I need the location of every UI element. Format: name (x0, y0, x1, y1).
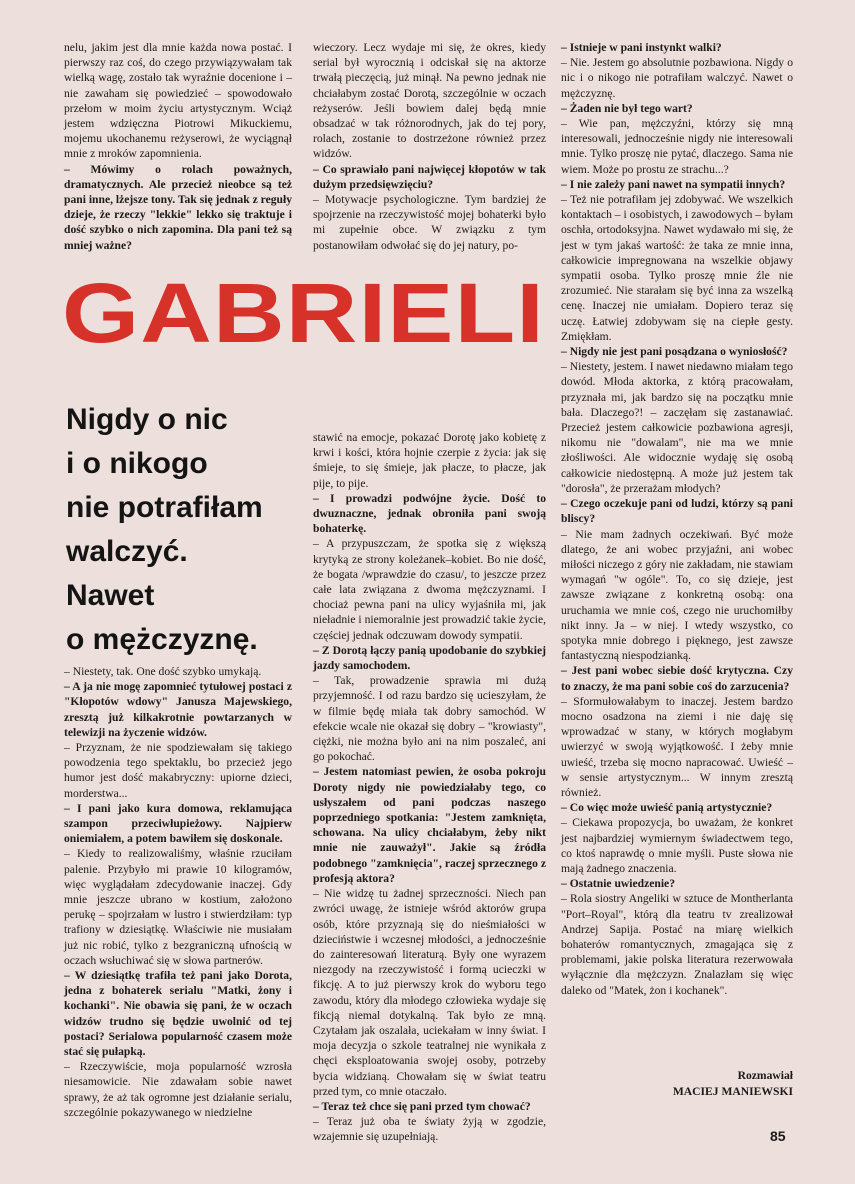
interview-question: – Żaden nie był tego wart? (561, 101, 693, 115)
interview-question: – I nie zależy pani nawet na sympatii innych? (561, 177, 786, 191)
interview-question: – I prowadzi podwójne życie. Dość to dwuznaczne, jednak obroniła pani swoją bohaterkę. (313, 491, 546, 536)
signoff-label: Rozmawiał (737, 1069, 793, 1082)
interview-paragraph: – Nie. Jestem go absolutnie pozbawiona. Nigdy o nic i o nikogo nie potrafiłam walczyć. Nawet o mężczyznę. (561, 56, 793, 100)
interview-paragraph: – Sformułowałabym to inaczej. Jestem bardzo mocno osadzona na ziemi i nie daję się wprowadzać w stany, w których mogłabym uwierzyć w swoją wyjątkowość. I żeby mnie uwieść, trzeba się mocno napracować. Uwieść – w sensie artystycznym... W innym zresztą również. (561, 694, 793, 799)
interview-paragraph: – A przypuszczam, że spotka się z większą krytyką ze strony koleżanek–kobiet. Bo nie dość, że bogata /wprawdzie do czasu/, to jeszcze przez całe lata związana z dwoma mężczyznami. I chociaż pewna pani na ulicy wyjaśniła mi, jak nieładnie i niemoralnie jest prowadzić takie życie, częściej jednak odczuwam dowody sympatii. (313, 537, 546, 642)
interview-question: – Z Dorotą łączy panią upodobanie do szybkiej jazdy samochodem. (313, 643, 546, 673)
interview-paragraph: – Ciekawa propozycja, bo uważam, że konkret jest najbardziej wymiernym świadectwem tego, co ktoś naprawdę o mnie myśli. Puste słowa nie mają żadnego znaczenia. (561, 816, 793, 875)
interview-question: – I pani jako kura domowa, reklamująca szampon przeciwłupieżowy. Najpierw oniemiałem, a potem bawiłem się doskonale. (64, 801, 292, 846)
interview-question: – Co sprawiało pani najwięcej kłopotów w tak dużym przedsięwzięciu? (313, 162, 546, 191)
interview-question: – Co więc może uwieść panią artystycznie? (561, 801, 773, 815)
pull-quote-line: i o nikogo (66, 447, 208, 480)
interview-paragraph: – Rzeczywiście, moja popularność wzrosła niesamowicie. Nie zdawałam sobie nawet sprawy, że aż tak ogromne jest działanie serialu, szczególnie pokazywanego w niedzielne (64, 1060, 292, 1119)
interview-paragraph: – Rola siostry Angeliki w sztuce de Montherlanta "Port–Royal", którą dla teatru tv zrealizował Andrzej Sapija. Postać na miarę wielkich bohaterów romantycznych, zmagająca się z problemami, jakie polska literatura rezerwowała wyłącznie dla mężczyzn. Znalazłam się więc daleko od "Matek, żon i kochanek". (561, 892, 793, 997)
pull-quote-line: o mężczyznę. (66, 623, 258, 656)
interview-paragraph: – Niestety, tak. One dość szybko umykają. (64, 665, 262, 678)
interview-paragraph: – Teraz już oba te światy żyją w zgodzie, wzajemnie się uzupełniają. (313, 1115, 546, 1144)
interview-paragraph: – Też nie potrafiłam jej zdobywać. We wszelkich kontaktach – i osobistych, i zawodowych – byłam oschła, ortodoksyjna. Nawet wydawało mi się, że jest w tym jakaś wartość: że taka ze mnie inna, całkowicie impregnowana na wszelkie objawy sympatii osoba. Tylko proszę mnie źle nie zrozumieć. Nie starałam się być inna za wszelką cenę. Inaczej nie umiałam. Dopiero teraz się uczę. Łatwiej zdobywam się na ciepłe gesty. Zmiękłam. (561, 193, 793, 343)
column-3 (561, 40, 793, 998)
interview-paragraph: stawić na emocje, pokazać Dorotę jako kobietę z krwi i kości, która hojnie czerpie z życia: jak się śmieje, to się śmieje, jak płacze, to płacze, jak pije, to pije. (313, 431, 546, 490)
interview-question: – W dziesiątkę trafiła też pani jako Dorota, jedna z bohaterek serialu "Matki, żony i kochanki". Nie obawia się pani, że w oczach widzów trudno się będzie uwolnić od tej postaci? Serialowa popularność czasem może stać się pułapką. (64, 969, 292, 1059)
interview-question: – Jestem natomiast pewien, że osoba pokroju Doroty nigdy nie powiedziałaby tego, co usłyszałem od pani podczas naszego poprzedniego spotkania: "Jestem zamknięta, schowana. Na ulicy chciałabym, żeby nikt mnie nie zauważył". Jakie są źródła podobnego "zamknięcia", raczej sprzecznego z profesją aktora? (313, 765, 546, 885)
interview-question: – Ostatnie uwiedzenie? (561, 877, 675, 891)
pull-quote-line: Nigdy o nic (66, 403, 228, 436)
pull-quote-line: walczyć. (66, 535, 188, 568)
interview-paragraph: – Kiedy to realizowaliśmy, właśnie rzuciłam palenie. Przybyło mi prawie 10 kilogramów, więc wyglądałam zdecydowanie inaczej. Gdy mnie jeszcze ubrano w kostium, założono perukę – spojrzałam w lustro i stwierdziłam: typ trafiony w dziesiątkę. Właściwie nie musiałam już nic robić, tylko z bezgraniczną ufnością w oczach wsłuchiwać się w słowa partnerów. (64, 847, 292, 967)
column-2-bottom (313, 430, 546, 1145)
interview-question: – Mówimy o rolach poważnych, dramatycznych. Ale przecież nieobce są też pani inne, lżejsze tony. Tak się jednak z reguły dzieje, że rzeczy "lekkie" lekko się traktuje i dość szybko o nich zapomina. Dla pani też są mniej ważne? (64, 162, 292, 252)
signoff-author: MACIEJ MANIEWSKI (672, 1085, 793, 1098)
pull-quote (66, 398, 306, 662)
interview-paragraph: – Nie mam żadnych oczekiwań. Być może dlatego, że ani wobec przyjaźni, ani wobec miłości niczego z góry nie zakładam, nie stawiam wymagań "w ogóle". To, co się dzieje, jest zawsze związane z konkretną osobą: ona uruchamia we mnie coś, czego nie uruchomiłby nikt inny. Ja – w niej. I wtedy wszystko, co spotyka mnie dobrego i pięknego, jest zawsze fantastyczną niespodzianką. (561, 527, 793, 663)
column-1-bottom (64, 664, 292, 1120)
interview-question: – Teraz też chce się pani przed tym chować? (313, 1099, 531, 1113)
article-title: GABRIELI (62, 266, 546, 360)
interview-paragraph: – Nie widzę tu żadnej sprzeczności. Niech pan zwróci uwagę, że istnieje wśród aktorów grupa osób, które przyznają się do nieśmiałości w dzieciństwie i wczesnej młodości, a jednocześnie do zainteresowań literaturą. Były one wyrazem niezgody na rzeczywistość i formą ucieczki w fikcję. A to już pierwszy krok do wyboru tego zawodu, który dla młodego człowieka wydaje się fikcją niemal dotykalną. Tak było ze mną. Czytałam jak oszalała, uciekałam w inny świat. I moja decyzja o szkole teatralnej nie wynikała z chęci eksploatowania swojej osoby, potrzeby bycia widzianą. Chowałam się w świat teatru przed tym, co mnie otaczało. (313, 887, 546, 1098)
interview-paragraph: wieczory. Lecz wydaje mi się, że okres, kiedy serial był wyrocznią i odciskał się na aktorze trwałą pieczęcią, już minął. Na pewno jednak nie chciałabym zostać Dorotą, szczególnie w oczach reżyserów. Jeśli bowiem dalej będą mnie obsadzać w tak różnorodnych, jak do tej pory, rolach, zostanie to dostrzeżone również przez widzów. (313, 41, 546, 161)
interview-paragraph: – Tak, prowadzenie sprawia mi dużą przyjemność. I od razu bardzo się ucieszyłam, że w filmie będę miała tak dobry samochód. W efekcie wcale nie okazał się dobry – "krowiasty", ciężki, nie można było ani na nim poszaleć, ani go pokochać. (313, 674, 546, 764)
pull-quote-line: Nawet (66, 579, 155, 612)
interview-paragraph: – Niestety, jestem. I nawet niedawno miałam tego dowód. Młoda aktorka, z którą pracowałam, przyznała mi, jak bardzo się na początku mnie bała. Dlaczego?! – zaczęłam się zastanawiać. Przecież jestem całkowicie pozbawiona agresji, nikomu nie "dowalam", nie ma we mnie złośliwości. Ale widocznie wydaję się osobą całkowicie niedostępną. A może już jestem tak "dorosła", że przerażam młodych? (561, 360, 793, 495)
signoff (561, 1068, 793, 1100)
interview-question: – Nigdy nie jest pani posądzana o wyniosłość? (561, 345, 788, 359)
interview-question: – Czego oczekuje pani od ludzi, którzy są pani bliscy? (561, 497, 793, 526)
interview-paragraph: – Przyznam, że nie spodziewałam się takiego powodzenia tego spektaklu, bo przecież jego humor jest dość makabryczny: upiorne dzieci, morderstwa... (64, 741, 292, 800)
page-number: 85 (770, 1128, 786, 1144)
interview-question: – A ja nie mogę zapomnieć tytułowej postaci z "Kłopotów wdowy" Janusza Majewskiego, zresztą już kilkakrotnie powtarzanych w telewizji na życzenie widzów. (64, 680, 292, 739)
interview-question: – Jest pani wobec siebie dość krytyczna. Czy to znaczy, że ma pani sobie coś do zarzucenia? (561, 664, 793, 693)
pull-quote-line: nie potrafiłam (66, 491, 263, 524)
interview-paragraph: nelu, jakim jest dla mnie każda nowa postać. I pierwszy raz coś, do czego przywiązywałam tak wielką wagę, zostało tak wyraźnie docenione i – nie zawaham się powiedzieć – spowodowało przełom w moim życiu artystycznym. Wciąż jestem wdzięczna Piotrowi Mikuckiemu, mojemu ukochanemu reżyserowi, że wyciągnął mnie z mroków zapomnienia. (64, 41, 292, 161)
column-1-top (64, 40, 292, 253)
column-2-top (313, 40, 546, 253)
interview-question: – Istnieje w pani instynkt walki? (561, 41, 722, 54)
interview-paragraph: – Wie pan, mężczyźni, którzy się mną interesowali, jednocześnie nigdy nie interesowali mnie. Tylko proszę nie pytać, dlaczego. Sama nie wiem. Może po prostu ze strachu...? (561, 117, 793, 176)
interview-paragraph: – Motywacje psychologiczne. Tym bardziej że spojrzenie na rzeczywistość mojej bohaterki było mi zupełnie obce. W związku z tym postanowiłam odwołać się do jej natury, po- (313, 193, 546, 252)
